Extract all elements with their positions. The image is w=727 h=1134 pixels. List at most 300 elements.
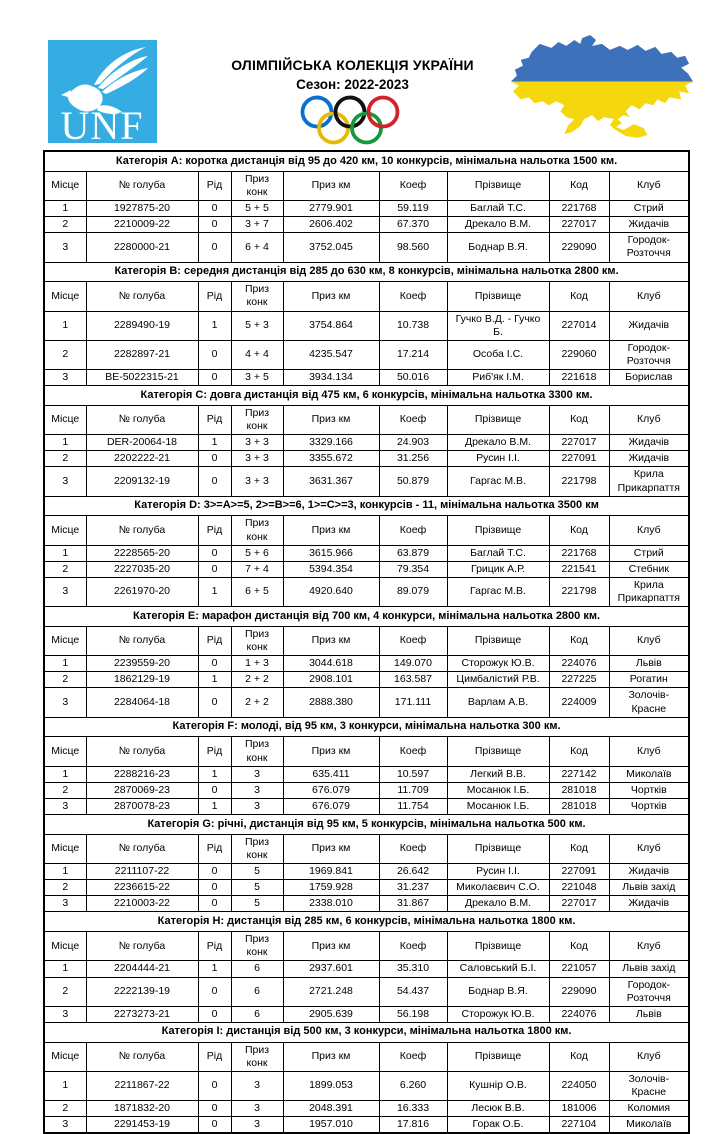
cell-misce: 2 [44, 880, 86, 896]
cell-misce: 2 [44, 1101, 86, 1117]
cell-koef: 89.079 [379, 577, 447, 606]
cell-kod: 227104 [549, 1117, 609, 1134]
table-row [44, 561, 689, 577]
cell-pryz_km: 3355.672 [283, 451, 379, 467]
cell-golub: 2204444-21 [86, 961, 198, 977]
cell-koef: 10.597 [379, 766, 447, 782]
cell-misce: 1 [44, 435, 86, 451]
column-header-koef: Коеф [379, 171, 447, 200]
cell-klub: Городок-Розточчя [609, 340, 689, 369]
category-title: Категорія Н: дистанція від 285 км, 6 конкурсів, мінімальна нальотка 1800 км. [44, 912, 689, 932]
cell-golub: 2236615-22 [86, 880, 198, 896]
column-header-row [44, 626, 689, 655]
column-header-pryz_konk: Приз конк [231, 932, 283, 961]
cell-kod: 221798 [549, 577, 609, 606]
cell-prizvyshche: Гаргас М.В. [447, 467, 549, 496]
cell-koef: 50.879 [379, 467, 447, 496]
cell-pryz_km: 2048.391 [283, 1101, 379, 1117]
column-header-golub: № голуба [86, 932, 198, 961]
cell-kod: 229090 [549, 977, 609, 1006]
tables-region [43, 150, 688, 1134]
cell-koef: 54.437 [379, 977, 447, 1006]
cell-koef: 79.354 [379, 561, 447, 577]
cell-golub: 2282897-21 [86, 340, 198, 369]
cell-rid: 0 [198, 688, 231, 717]
cell-pryz_konk: 6 + 4 [231, 233, 283, 262]
column-header-misce: Місце [44, 171, 86, 200]
cell-koef: 56.198 [379, 1006, 447, 1022]
olympic-rings-icon [299, 95, 407, 147]
cell-klub: Городок-Розточчя [609, 977, 689, 1006]
column-header-pryz_konk: Приз конк [231, 171, 283, 200]
cell-prizvyshche: Русин І.І. [447, 451, 549, 467]
column-header-pryz_km: Приз км [283, 405, 379, 434]
table-row [44, 977, 689, 1006]
cell-klub: Городок-Розточчя [609, 233, 689, 262]
column-header-golub: № голуба [86, 834, 198, 863]
cell-misce: 3 [44, 1006, 86, 1022]
column-header-misce: Місце [44, 932, 86, 961]
cell-misce: 2 [44, 340, 86, 369]
cell-koef: 6.260 [379, 1071, 447, 1100]
cell-kod: 229090 [549, 233, 609, 262]
cell-prizvyshche: Горак О.Б. [447, 1117, 549, 1134]
column-header-kod: Код [549, 932, 609, 961]
column-header-rid: Рід [198, 1042, 231, 1071]
table-row [44, 688, 689, 717]
cell-klub: Жидачів [609, 896, 689, 912]
cell-prizvyshche: Дрекало В.М. [447, 896, 549, 912]
column-header-golub: № голуба [86, 282, 198, 311]
column-header-misce: Місце [44, 834, 86, 863]
cell-rid: 0 [198, 451, 231, 467]
cell-misce: 3 [44, 1117, 86, 1134]
cell-golub: 2280000-21 [86, 233, 198, 262]
cell-kod: 227017 [549, 217, 609, 233]
column-header-klub: Клуб [609, 932, 689, 961]
column-header-prizvyshche: Прізвище [447, 626, 549, 655]
column-header-golub: № голуба [86, 405, 198, 434]
column-header-prizvyshche: Прізвище [447, 405, 549, 434]
cell-koef: 24.903 [379, 435, 447, 451]
column-header-koef: Коеф [379, 405, 447, 434]
column-header-misce: Місце [44, 626, 86, 655]
table-row [44, 201, 689, 217]
column-header-rid: Рід [198, 282, 231, 311]
cell-klub: Жидачів [609, 435, 689, 451]
cell-pryz_km: 3044.618 [283, 656, 379, 672]
cell-pryz_konk: 5 [231, 864, 283, 880]
cell-prizvyshche: Мосанюк І.Б. [447, 782, 549, 798]
column-header-golub: № голуба [86, 1042, 198, 1071]
cell-koef: 171.111 [379, 688, 447, 717]
cell-prizvyshche: Сторожук Ю.В. [447, 1006, 549, 1022]
cell-misce: 3 [44, 577, 86, 606]
cell-rid: 1 [198, 766, 231, 782]
cell-pryz_konk: 6 [231, 977, 283, 1006]
table-row [44, 798, 689, 814]
cell-rid: 0 [198, 340, 231, 369]
cell-klub: Чортків [609, 798, 689, 814]
cell-misce: 3 [44, 233, 86, 262]
column-header-klub: Клуб [609, 405, 689, 434]
category-title-row [44, 1022, 689, 1042]
category-title-row [44, 262, 689, 282]
cell-kod: 281018 [549, 782, 609, 798]
cell-pryz_km: 4920.640 [283, 577, 379, 606]
cell-pryz_km: 2908.101 [283, 672, 379, 688]
cell-kod: 224009 [549, 688, 609, 717]
table-row [44, 656, 689, 672]
cell-misce: 2 [44, 977, 86, 1006]
cell-pryz_konk: 3 [231, 766, 283, 782]
column-header-pryz_km: Приз км [283, 171, 379, 200]
cell-misce: 2 [44, 451, 86, 467]
column-header-pryz_km: Приз км [283, 1042, 379, 1071]
column-header-klub: Клуб [609, 834, 689, 863]
table-row [44, 435, 689, 451]
cell-pryz_konk: 5 + 6 [231, 545, 283, 561]
cell-kod: 221057 [549, 961, 609, 977]
column-header-row [44, 737, 689, 766]
cell-klub: Стрий [609, 545, 689, 561]
cell-prizvyshche: Цимбалістий Р.В. [447, 672, 549, 688]
cell-pryz_konk: 3 [231, 1117, 283, 1134]
cell-golub: 2210009-22 [86, 217, 198, 233]
cell-klub: Рогатин [609, 672, 689, 688]
category-title-row [44, 496, 689, 516]
category-title-row [44, 151, 689, 171]
category-title: Категорія А: коротка дистанція від 95 до 420 км, 10 конкурсів, мінімальна нальотка 1500 км. [44, 151, 689, 171]
cell-rid: 1 [198, 961, 231, 977]
cell-pryz_konk: 3 [231, 782, 283, 798]
column-header-row [44, 282, 689, 311]
table-row [44, 1006, 689, 1022]
cell-misce: 1 [44, 1071, 86, 1100]
cell-klub: Львів захід [609, 880, 689, 896]
cell-kod: 221541 [549, 561, 609, 577]
table-row [44, 311, 689, 340]
cell-pryz_konk: 5 [231, 896, 283, 912]
results-table [43, 150, 690, 1134]
cell-golub: 2284064-18 [86, 688, 198, 717]
cell-pryz_km: 676.079 [283, 798, 379, 814]
cell-pryz_konk: 2 + 2 [231, 688, 283, 717]
cell-kod: 221048 [549, 880, 609, 896]
cell-pryz_konk: 4 + 4 [231, 340, 283, 369]
cell-misce: 3 [44, 467, 86, 496]
column-header-row [44, 1042, 689, 1071]
column-header-koef: Коеф [379, 282, 447, 311]
cell-golub: 2211867-22 [86, 1071, 198, 1100]
cell-pryz_konk: 5 + 5 [231, 201, 283, 217]
column-header-prizvyshche: Прізвище [447, 737, 549, 766]
cell-golub: 2870069-23 [86, 782, 198, 798]
cell-golub: 2870078-23 [86, 798, 198, 814]
cell-rid: 0 [198, 1101, 231, 1117]
cell-pryz_konk: 5 [231, 880, 283, 896]
cell-koef: 10.738 [379, 311, 447, 340]
column-header-kod: Код [549, 834, 609, 863]
category-title: Категорія G: річні, дистанція від 95 км, 5 конкурсів, мінімальна нальотка 500 км. [44, 815, 689, 835]
cell-rid: 0 [198, 545, 231, 561]
cell-pryz_konk: 6 [231, 961, 283, 977]
cell-pryz_konk: 3 [231, 1101, 283, 1117]
cell-klub: Львів захід [609, 961, 689, 977]
column-header-kod: Код [549, 405, 609, 434]
logo-text: UNF [60, 103, 144, 143]
cell-rid: 0 [198, 896, 231, 912]
category-title: Категорія Е: марафон дистанція від 700 км, 4 конкурси, мінімальна нальотка 2800 км. [44, 607, 689, 627]
cell-golub: DER-20064-18 [86, 435, 198, 451]
column-header-golub: № голуба [86, 516, 198, 545]
table-row [44, 880, 689, 896]
category-title-row [44, 386, 689, 406]
column-header-golub: № голуба [86, 737, 198, 766]
cell-prizvyshche: Миколаєвич С.О. [447, 880, 549, 896]
cell-golub: 2211107-22 [86, 864, 198, 880]
cell-pryz_km: 5394.354 [283, 561, 379, 577]
cell-rid: 1 [198, 435, 231, 451]
ukraine-map-icon [507, 32, 695, 138]
table-row [44, 545, 689, 561]
cell-prizvyshche: Дрекало В.М. [447, 435, 549, 451]
cell-koef: 17.214 [379, 340, 447, 369]
cell-pryz_km: 1957.010 [283, 1117, 379, 1134]
column-header-pryz_km: Приз км [283, 516, 379, 545]
column-header-koef: Коеф [379, 626, 447, 655]
cell-klub: Львів [609, 1006, 689, 1022]
category-title: Категорія D: 3>=А>=5, 2>=В>=6, 1>=С>=3, конкурсів - 11, мінімальна нальотка 3500 км [44, 496, 689, 516]
cell-prizvyshche: Варлам А.В. [447, 688, 549, 717]
cell-pryz_km: 2721.248 [283, 977, 379, 1006]
cell-kod: 227014 [549, 311, 609, 340]
column-header-misce: Місце [44, 282, 86, 311]
cell-pryz_km: 2338.010 [283, 896, 379, 912]
cell-pryz_km: 3754.864 [283, 311, 379, 340]
column-header-misce: Місце [44, 405, 86, 434]
cell-misce: 1 [44, 545, 86, 561]
cell-pryz_km: 1969.841 [283, 864, 379, 880]
cell-kod: 221768 [549, 201, 609, 217]
cell-prizvyshche: Русин І.І. [447, 864, 549, 880]
column-header-pryz_km: Приз км [283, 737, 379, 766]
cell-prizvyshche: Боднар В.Я. [447, 977, 549, 1006]
cell-klub: Жидачів [609, 217, 689, 233]
cell-kod: 221768 [549, 545, 609, 561]
results-body [44, 151, 689, 1133]
cell-klub: Крила Прикарпаття [609, 577, 689, 606]
cell-prizvyshche: Риб'як І.М. [447, 370, 549, 386]
cell-rid: 0 [198, 233, 231, 262]
cell-pryz_km: 3329.166 [283, 435, 379, 451]
cell-golub: 2202222-21 [86, 451, 198, 467]
cell-misce: 1 [44, 656, 86, 672]
cell-koef: 98.560 [379, 233, 447, 262]
cell-prizvyshche: Баглай Т.С. [447, 201, 549, 217]
column-header-koef: Коеф [379, 932, 447, 961]
table-row [44, 467, 689, 496]
cell-pryz_konk: 3 [231, 798, 283, 814]
category-title-row [44, 717, 689, 737]
column-header-rid: Рід [198, 405, 231, 434]
cell-klub: Крила Прикарпаття [609, 467, 689, 496]
cell-misce: 1 [44, 961, 86, 977]
table-row [44, 1101, 689, 1117]
table-row [44, 672, 689, 688]
cell-pryz_km: 2779.901 [283, 201, 379, 217]
column-header-kod: Код [549, 1042, 609, 1071]
column-header-prizvyshche: Прізвище [447, 171, 549, 200]
table-row [44, 370, 689, 386]
cell-klub: Коломия [609, 1101, 689, 1117]
cell-klub: Золочів-Красне [609, 688, 689, 717]
cell-koef: 59.119 [379, 201, 447, 217]
cell-koef: 50.016 [379, 370, 447, 386]
cell-klub: Стрий [609, 201, 689, 217]
cell-golub: 2261970-20 [86, 577, 198, 606]
table-row [44, 1117, 689, 1134]
column-header-row [44, 932, 689, 961]
column-header-rid: Рід [198, 932, 231, 961]
cell-pryz_konk: 3 + 3 [231, 451, 283, 467]
column-header-pryz_km: Приз км [283, 282, 379, 311]
cell-pryz_km: 4235.547 [283, 340, 379, 369]
table-row [44, 1071, 689, 1100]
cell-golub: 2228565-20 [86, 545, 198, 561]
column-header-row [44, 834, 689, 863]
cell-pryz_km: 1759.928 [283, 880, 379, 896]
cell-pryz_km: 676.079 [283, 782, 379, 798]
column-header-klub: Клуб [609, 1042, 689, 1071]
cell-kod: 221798 [549, 467, 609, 496]
cell-pryz_konk: 2 + 2 [231, 672, 283, 688]
column-header-prizvyshche: Прізвище [447, 834, 549, 863]
table-row [44, 217, 689, 233]
cell-kod: 227017 [549, 435, 609, 451]
cell-golub: 2222139-19 [86, 977, 198, 1006]
cell-rid: 0 [198, 467, 231, 496]
category-title-row [44, 607, 689, 627]
cell-pryz_km: 3934.134 [283, 370, 379, 386]
column-header-rid: Рід [198, 171, 231, 200]
cell-prizvyshche: Грицик А.Р. [447, 561, 549, 577]
column-header-pryz_konk: Приз конк [231, 282, 283, 311]
cell-rid: 0 [198, 977, 231, 1006]
cell-kod: 227142 [549, 766, 609, 782]
cell-rid: 1 [198, 798, 231, 814]
unf-logo [48, 40, 157, 143]
column-header-klub: Клуб [609, 282, 689, 311]
cell-pryz_km: 1899.053 [283, 1071, 379, 1100]
column-header-kod: Код [549, 737, 609, 766]
cell-klub: Миколаїв [609, 766, 689, 782]
cell-misce: 2 [44, 672, 86, 688]
cell-prizvyshche: Лесюк В.В. [447, 1101, 549, 1117]
cell-kod: 227091 [549, 451, 609, 467]
cell-misce: 1 [44, 311, 86, 340]
cell-koef: 26.642 [379, 864, 447, 880]
cell-misce: 3 [44, 798, 86, 814]
category-title: Категорія F: молоді, від 95 км, 3 конкурси, мінімальна нальотка 300 км. [44, 717, 689, 737]
cell-koef: 63.879 [379, 545, 447, 561]
cell-kod: 227017 [549, 896, 609, 912]
cell-klub: Жидачів [609, 451, 689, 467]
cell-pryz_km: 2606.402 [283, 217, 379, 233]
cell-golub: 1871832-20 [86, 1101, 198, 1117]
cell-prizvyshche: Дрекало В.М. [447, 217, 549, 233]
cell-koef: 31.867 [379, 896, 447, 912]
cell-rid: 1 [198, 311, 231, 340]
cell-koef: 163.587 [379, 672, 447, 688]
cell-kod: 181006 [549, 1101, 609, 1117]
cell-rid: 1 [198, 672, 231, 688]
cell-kod: 224076 [549, 1006, 609, 1022]
table-row [44, 864, 689, 880]
cell-misce: 3 [44, 688, 86, 717]
cell-rid: 0 [198, 561, 231, 577]
table-row [44, 233, 689, 262]
cell-golub: 2227035-20 [86, 561, 198, 577]
cell-kod: 224050 [549, 1071, 609, 1100]
cell-pryz_konk: 3 + 7 [231, 217, 283, 233]
category-title: Категорія В: середня дистанція від 285 до 630 км, 8 конкурсів, мінімальна нальотка 2800 км. [44, 262, 689, 282]
column-header-koef: Коеф [379, 516, 447, 545]
cell-klub: Золочів-Красне [609, 1071, 689, 1100]
cell-kod: 224076 [549, 656, 609, 672]
column-header-pryz_km: Приз км [283, 834, 379, 863]
column-header-misce: Місце [44, 516, 86, 545]
category-title-row [44, 815, 689, 835]
column-header-golub: № голуба [86, 171, 198, 200]
table-row [44, 961, 689, 977]
cell-koef: 31.256 [379, 451, 447, 467]
cell-golub: 2289490-19 [86, 311, 198, 340]
cell-pryz_km: 3631.367 [283, 467, 379, 496]
cell-misce: 1 [44, 766, 86, 782]
cell-pryz_konk: 3 + 3 [231, 435, 283, 451]
cell-prizvyshche: Легкий В.В. [447, 766, 549, 782]
column-header-rid: Рід [198, 626, 231, 655]
cell-prizvyshche: Баглай Т.С. [447, 545, 549, 561]
cell-pryz_konk: 7 + 4 [231, 561, 283, 577]
cell-kod: 221618 [549, 370, 609, 386]
column-header-prizvyshche: Прізвище [447, 932, 549, 961]
column-header-rid: Рід [198, 516, 231, 545]
column-header-row [44, 171, 689, 200]
cell-misce: 3 [44, 370, 86, 386]
cell-koef: 11.754 [379, 798, 447, 814]
table-row [44, 451, 689, 467]
cell-misce: 1 [44, 201, 86, 217]
cell-misce: 1 [44, 864, 86, 880]
cell-golub: BE-5022315-21 [86, 370, 198, 386]
cell-prizvyshche: Боднар В.Я. [447, 233, 549, 262]
page-title: ОЛІМПІЙСЬКА КОЛЕКЦІЯ УКРАЇНИ [231, 57, 474, 73]
cell-rid: 0 [198, 1071, 231, 1100]
cell-rid: 0 [198, 1006, 231, 1022]
cell-klub: Миколаїв [609, 1117, 689, 1134]
cell-pryz_km: 2937.601 [283, 961, 379, 977]
column-header-koef: Коеф [379, 737, 447, 766]
table-row [44, 896, 689, 912]
title-block [165, 57, 540, 152]
cell-koef: 149.070 [379, 656, 447, 672]
cell-rid: 0 [198, 201, 231, 217]
column-header-prizvyshche: Прізвище [447, 1042, 549, 1071]
category-title-row [44, 912, 689, 932]
column-header-klub: Клуб [609, 516, 689, 545]
